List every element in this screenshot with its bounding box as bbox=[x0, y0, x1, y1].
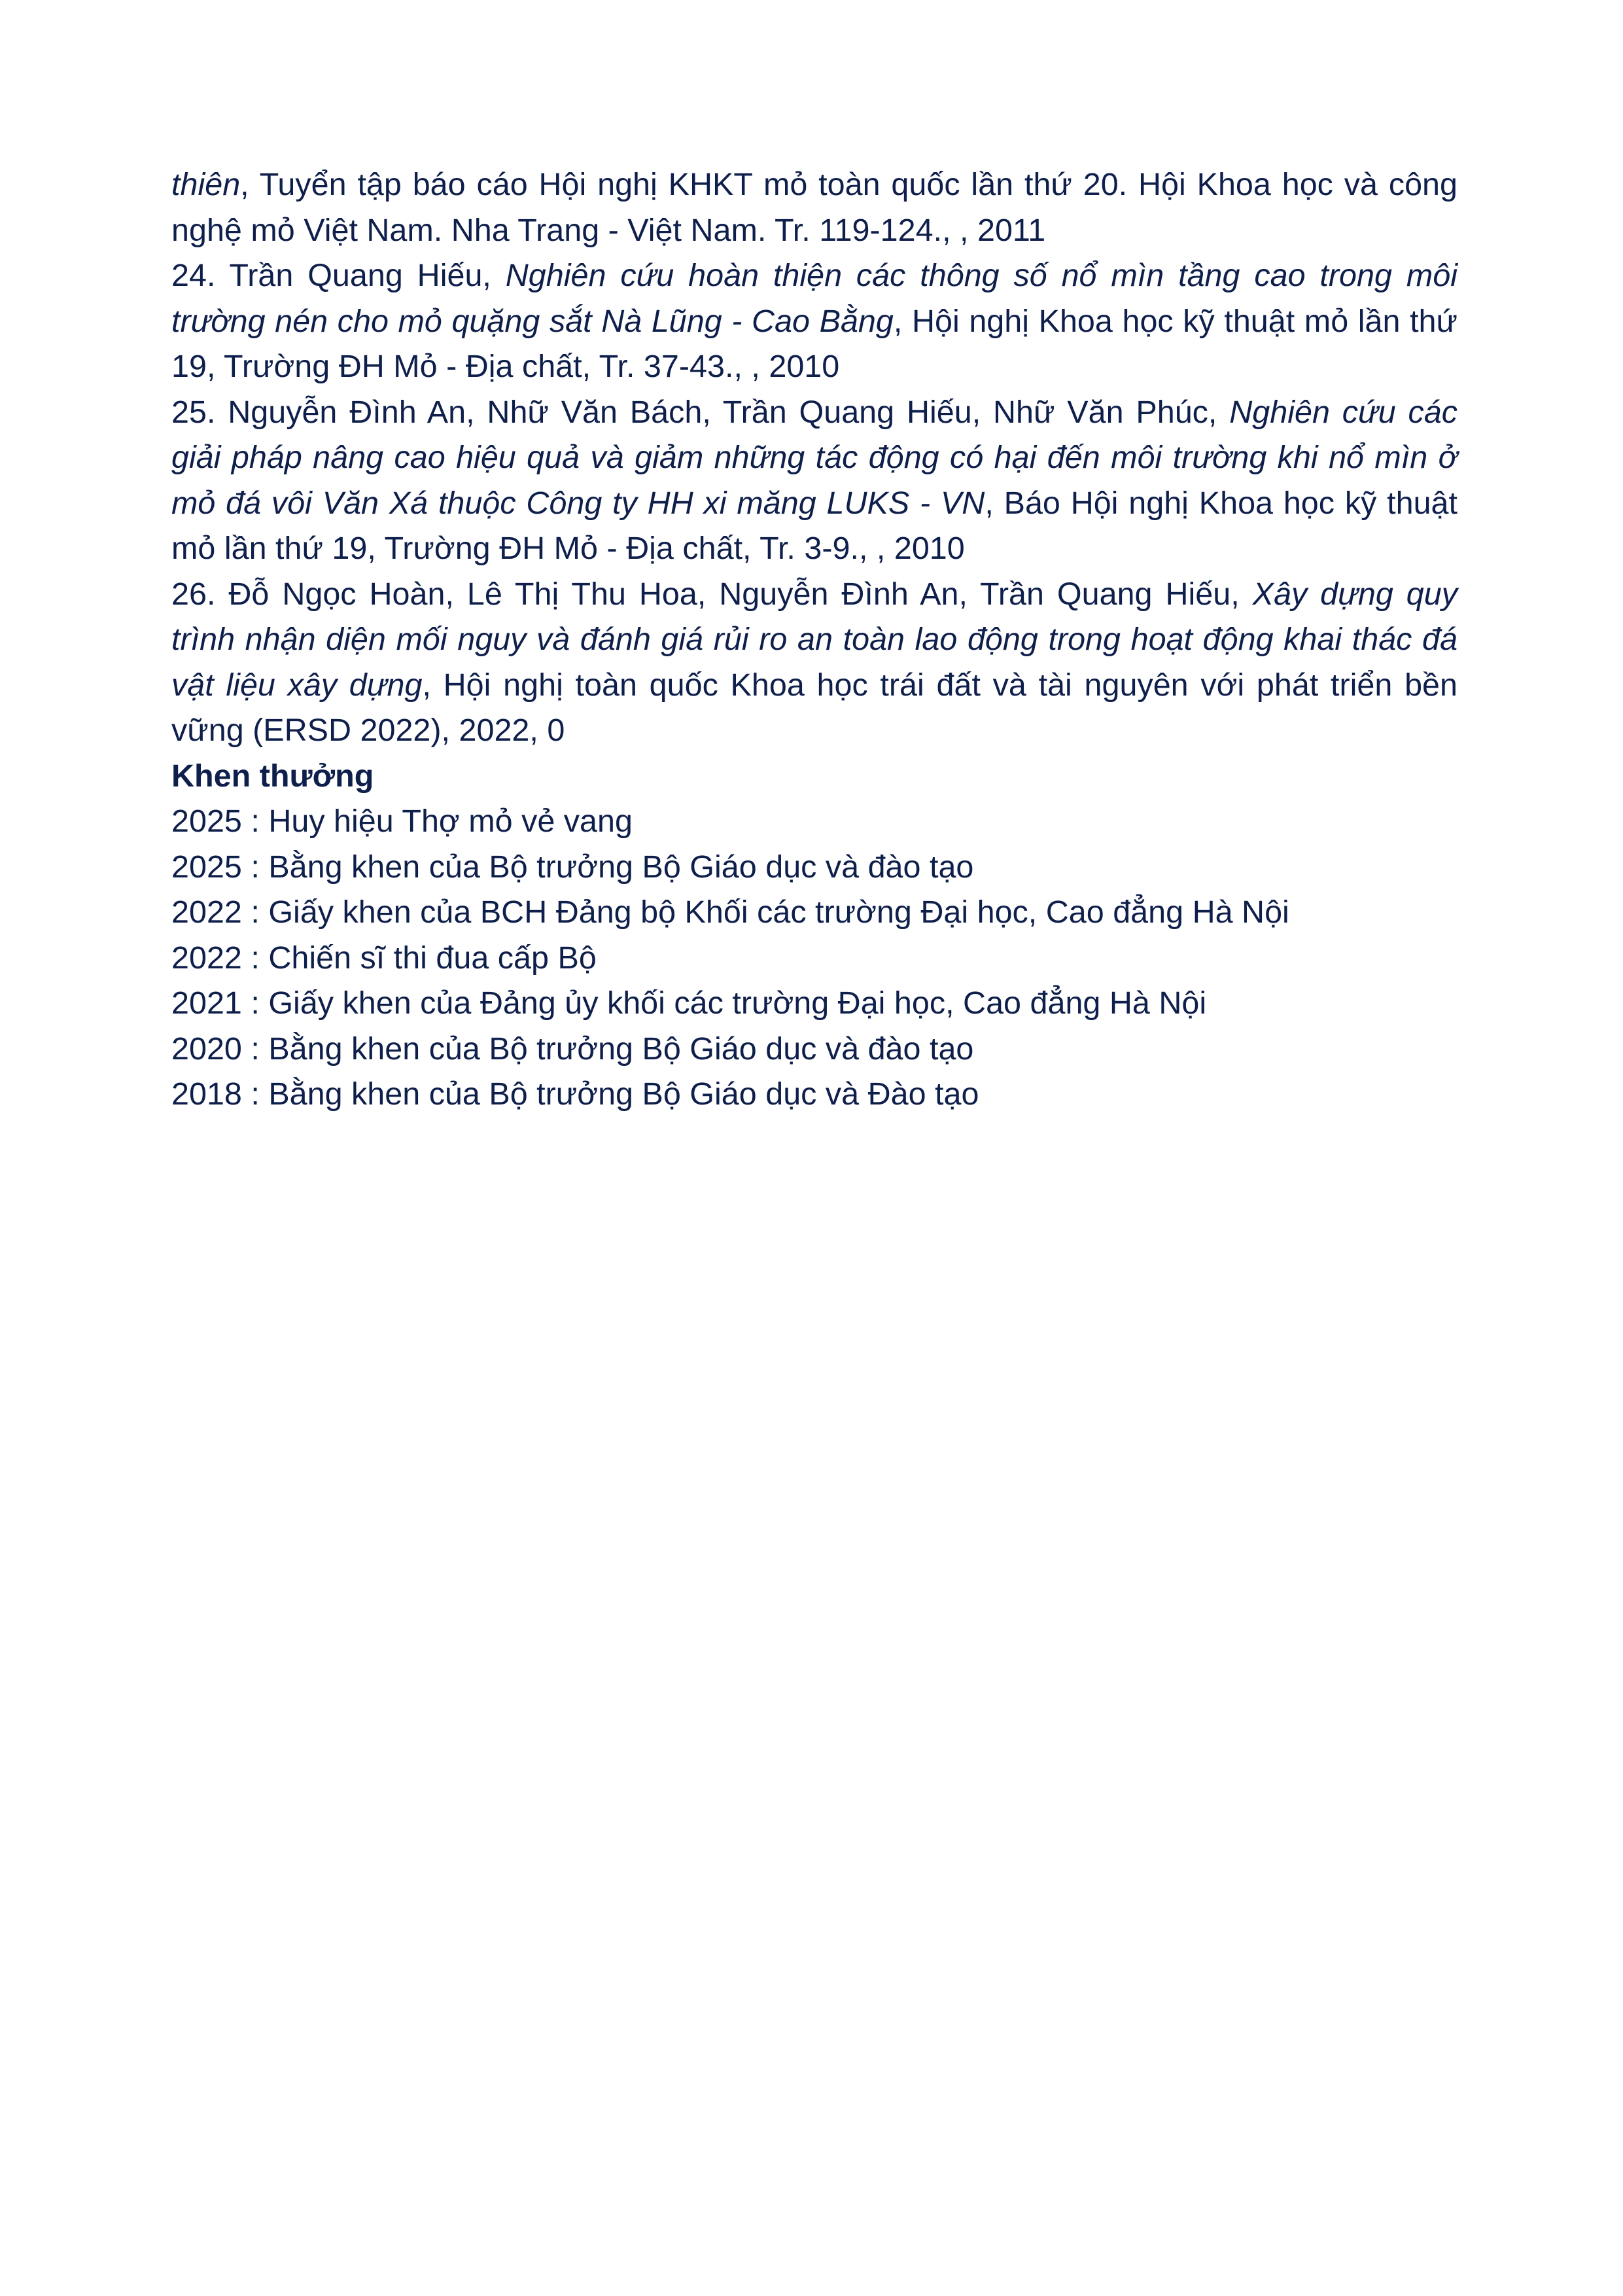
publication-entry bbox=[171, 572, 1457, 754]
publication-details: , Tuyển tập báo cáo Hội nghị KHKT mỏ toàn quốc lần thứ 20. Hội Khoa học và công nghệ mỏ Việt Nam. Nha Trang - Việt Nam. Tr. 119-124., , 2011 bbox=[171, 167, 1457, 248]
publication-entry bbox=[171, 162, 1457, 253]
award-item: 2021 : Giấy khen của Đảng ủy khối các trường Đại học, Cao đẳng Hà Nội bbox=[171, 985, 1207, 1021]
publication-authors: 25. Nguyễn Đình An, Nhữ Văn Bách, Trần Quang Hiếu, Nhữ Văn Phúc, bbox=[171, 394, 1230, 430]
publication-details: , Báo Hội nghị Khoa học kỹ thuật mỏ lần thứ 19, Trường ĐH Mỏ - Địa chất, Tr. 3-9., , 2010 bbox=[171, 485, 1458, 566]
publication-authors: 24. Trần Quang Hiếu, bbox=[171, 258, 506, 293]
publication-details: , Hội nghị toàn quốc Khoa học trái đất và tài nguyên với phát triển bền vững (ERSD 2022), 2022, 0 bbox=[171, 667, 1457, 748]
publication-title: Nghiên cứu hoàn thiện các thông số nổ mìn tầng cao trong môi trường nén cho mỏ quặng sắt Nà Lũng - Cao Bằng bbox=[171, 258, 1457, 339]
award-item: 2018 : Bằng khen của Bộ trưởng Bộ Giáo dục và Đào tạo bbox=[171, 1076, 979, 1112]
publication-title: Nghiên cứu các giải pháp nâng cao hiệu quả và giảm những tác động có hại đến môi trường khi nổ mìn ở mỏ đá vôi Văn Xá thuộc Công ty HH xi măng LUKS - VN bbox=[171, 394, 1457, 521]
publication-entry bbox=[171, 390, 1457, 572]
awards-heading: Khen thưởng bbox=[171, 758, 374, 794]
award-item: 2025 : Huy hiệu Thợ mỏ vẻ vang bbox=[171, 804, 633, 839]
award-item: 2025 : Bằng khen của Bộ trưởng Bộ Giáo dục và đào tạo bbox=[171, 849, 974, 885]
publication-title: Xây dựng quy trình nhận diện mối nguy và đánh giá rủi ro an toàn lao động trong hoạt động khai thác đá vật liệu xây dựng bbox=[171, 576, 1457, 703]
award-item: 2020 : Bằng khen của Bộ trưởng Bộ Giáo dục và đào tạo bbox=[171, 1031, 974, 1067]
publication-title: thiên bbox=[171, 167, 241, 202]
award-item: 2022 : Chiến sĩ thi đua cấp Bộ bbox=[171, 940, 597, 976]
publication-details: , Hội nghị Khoa học kỹ thuật mỏ lần thứ 19, Trường ĐH Mỏ - Địa chất, Tr. 37-43., , 2010 bbox=[171, 303, 1457, 384]
publication-entry bbox=[171, 253, 1457, 390]
publication-authors: 26. Đỗ Ngọc Hoàn, Lê Thị Thu Hoa, Nguyễn Đình An, Trần Quang Hiếu, bbox=[171, 576, 1253, 612]
award-item: 2022 : Giấy khen của BCH Đảng bộ Khối các trường Đại học, Cao đẳng Hà Nội bbox=[171, 894, 1289, 930]
document-page bbox=[171, 162, 1457, 1118]
